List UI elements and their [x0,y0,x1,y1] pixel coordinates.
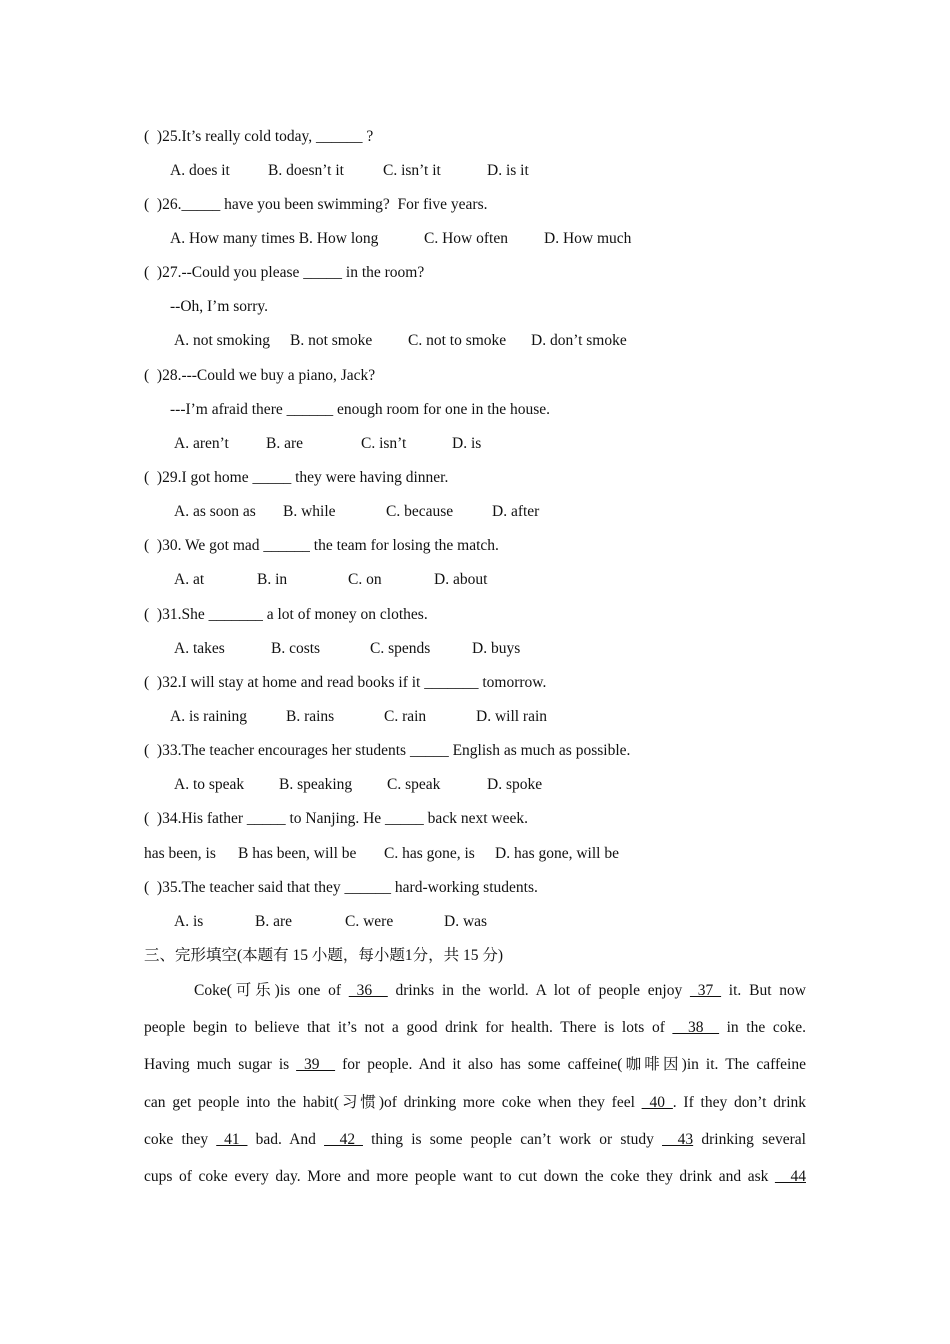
q34-option-b: B has been, will be [238,845,357,862]
passage-text: bad. And [247,1131,325,1148]
q32-option-c: C. rain [384,708,427,725]
q31-option-d: D. buys [472,640,521,657]
q33-option-d: D. spoke [487,776,543,793]
q29-option-c: C. because [386,503,454,520]
q34-option-c: C. has gone, is [384,845,475,862]
passage-text: thing is some people can’t work or study [362,1131,663,1148]
q27-option-d: D. don’t smoke [531,332,627,349]
q27-option-a: A. not smoking [174,332,271,349]
q30-option-a: A. at [174,571,205,588]
question-29-stem: ( )29.I got home _____ they were having dinner. [144,469,449,486]
q35-option-d: D. was [444,913,488,930]
q30-option-b: B. in [257,571,288,588]
q32-option-a: A. is raining [170,708,248,725]
passage-line-1 [144,981,806,1001]
passage-line-3 [144,1055,806,1075]
passage-text: coke they [144,1131,217,1148]
q31-option-c: C. spends [370,640,431,657]
passage-text: drinks in the world. A lot of people enjoy [387,982,690,999]
passage-line-5 [144,1130,806,1150]
blank-41: _41_ [216,1131,248,1148]
blank-42: __42_ [324,1131,363,1148]
q35-option-b: B. are [255,913,293,930]
q28-option-c: C. isn’t [361,435,407,452]
q27-option-b: B. not smoke [290,332,373,349]
q25-option-c: C. isn’t it [383,162,441,179]
question-26-stem: ( )26._____ have you been swimming? For five years. [144,196,488,213]
passage-line-6 [144,1167,806,1187]
q29-option-d: D. after [492,503,540,520]
passage-text: cups of coke every day. More and more people want to cut down the coke they drink and ask [144,1168,775,1185]
section-heading: 三、完形填空(本题有 15 小题，每小题1分，共 15 分) [144,947,504,964]
question-30-stem: ( )30. We got mad ______ the team for losing the match. [144,537,499,554]
q27-reply: --Oh, I’m sorry. [170,298,268,315]
q33-option-b: B. speaking [279,776,353,793]
passage-text: . If they don’t drink [672,1094,807,1111]
blank-43: __43 [662,1131,694,1148]
q29-option-b: B. while [283,503,336,520]
question-32-stem: ( )32.I will stay at home and read books if it _______ tomorrow. [144,674,547,691]
blank-38: __38__ [672,1019,719,1036]
q28-option-d: D. is [452,435,482,452]
q34-option-d: D. has gone, will be [495,845,619,862]
passage-text: in the coke. [718,1019,806,1036]
q28-option-b: B. are [266,435,304,452]
q30-option-c: C. on [348,571,382,588]
passage-text: Having much sugar is [144,1056,297,1073]
passage-line-4 [144,1093,806,1113]
blank-40: _40_ [641,1094,673,1111]
passage-text: for people. And it also has some caffeine(咖啡因)in it. The caffeine [335,1056,806,1073]
q29-option-a: A. as soon as [174,503,256,520]
q26-option-d: D. How much [544,230,632,247]
question-35-stem: ( )35.The teacher said that they ______ hard-working students. [144,879,538,896]
question-27-stem: ( )27.--Could you please _____ in the room? [144,264,425,281]
q31-option-a: A. takes [174,640,225,657]
q32-option-b: B. rains [286,708,335,725]
passage-line-2 [144,1018,806,1038]
question-34-stem: ( )34.His father _____ to Nanjing. He _____ back next week. [144,810,528,827]
passage-text: drinking several [693,1131,806,1148]
question-31-stem: ( )31.She _______ a lot of money on clothes. [144,606,428,623]
blank-36: _36__ [348,982,388,999]
q25-option-b: B. doesn’t it [268,162,344,179]
q26-option-ab: A. How many times B. How long [170,230,379,247]
q33-option-a: A. to speak [174,776,245,793]
q28-option-a: A. aren’t [174,435,229,452]
q32-option-d: D. will rain [476,708,548,725]
blank-39: _39__ [296,1056,335,1073]
passage-text: it. But now [721,982,806,999]
q25-option-d: D. is it [487,162,529,179]
q28-reply: ---I’m afraid there ______ enough room for one in the house. [170,401,551,418]
q33-option-c: C. speak [387,776,441,793]
q26-option-c: C. How often [424,230,508,247]
q27-option-c: C. not to smoke [408,332,507,349]
passage-text: can get people into the habit(习惯)of drinking more coke when they feel [144,1094,642,1111]
blank-37: _37_ [690,982,721,999]
passage-text: people begin to believe that it’s not a good drink for health. There is lots of [144,1019,673,1036]
question-25-stem: ( )25.It’s really cold today, ______ ? [144,128,374,145]
passage-text: Coke(可乐)is one of [194,982,349,999]
q31-option-b: B. costs [271,640,321,657]
q30-option-d: D. about [434,571,488,588]
q35-option-c: C. were [345,913,394,930]
q25-option-a: A. does it [170,162,230,179]
blank-44: __44 [775,1168,806,1185]
q35-option-a: A. is [174,913,204,930]
q34-option-a: has been, is [144,845,216,862]
question-33-stem: ( )33.The teacher encourages her students _____ English as much as possible. [144,742,631,759]
question-28-stem: ( )28.---Could we buy a piano, Jack? [144,367,376,384]
